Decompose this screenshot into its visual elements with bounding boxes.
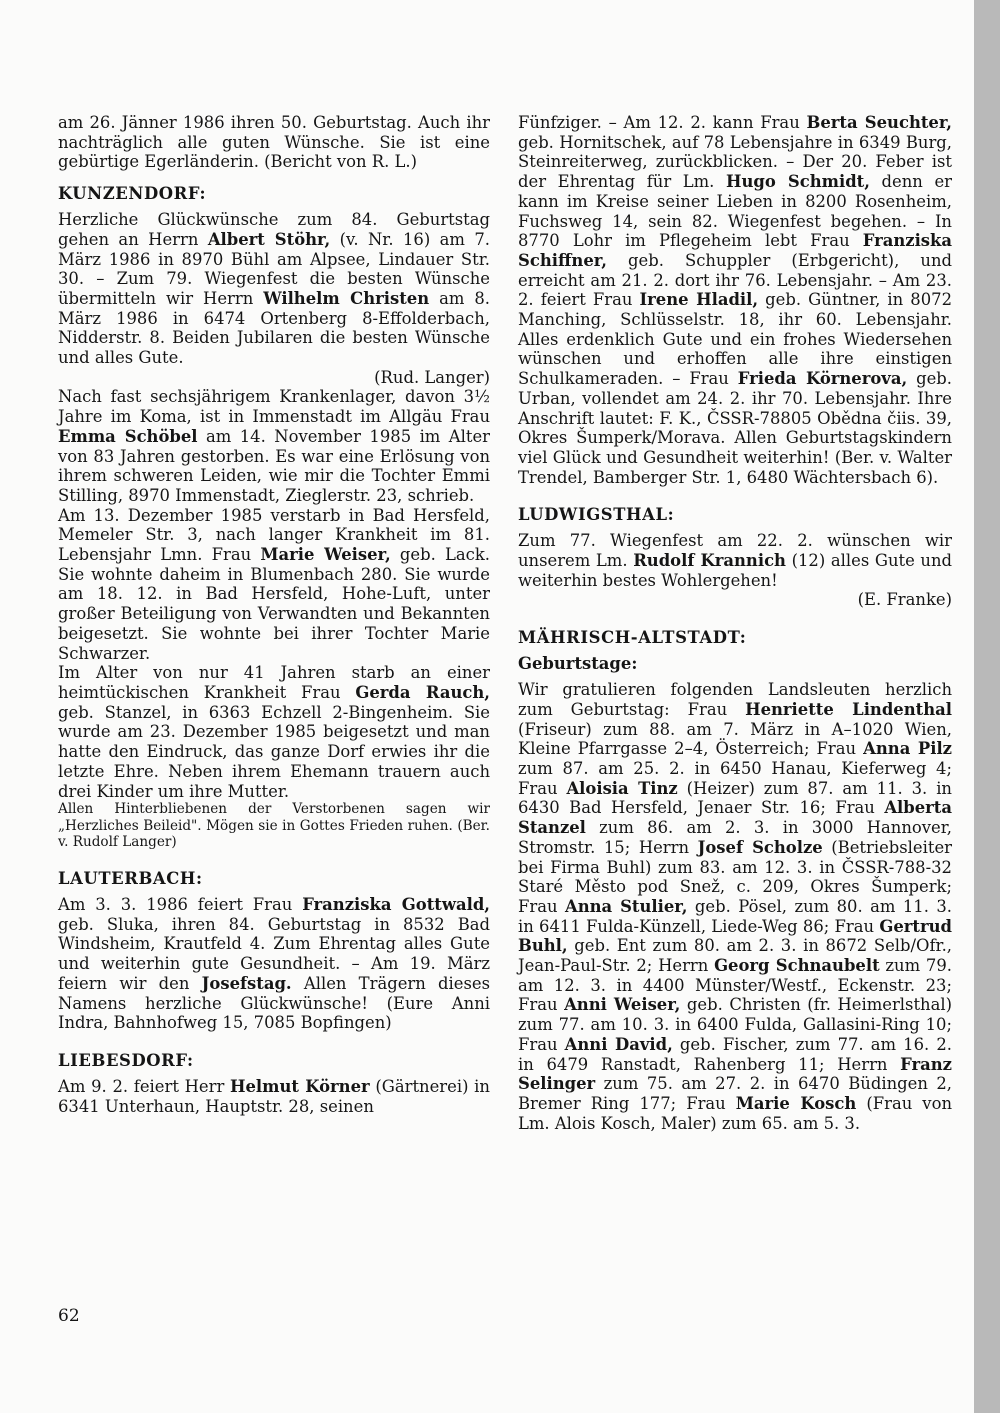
bold-name: Alberta Stanzel [518, 798, 952, 838]
bold-name: Anni David, [564, 1034, 673, 1054]
text-run: Allen Hinterbliebenen der Verstorbenen sagen wir „Herzliches Beileid". Mögen sie in Gottes Frieden ruhen. (Ber. v. Rudolf Langer) [58, 801, 490, 851]
bold-name: Frieda Körnerova, [737, 369, 908, 389]
bold-name: Rudolf Krannich [633, 551, 786, 571]
text-run: geb. Stanzel, in 6363 Echzell 2-Bingenheim. Sie wurde am 23. Dezember 1985 beigesetzt und man hatte den Eindruck, das ganze Dorf erwies ihr die letzte Ehre. Neben ihrem Ehemann trauern auch drei Kinder um ihre Mutter. [58, 702, 490, 801]
page-number: 62 [58, 1306, 80, 1326]
bold-name: Josef Scholze [697, 837, 823, 857]
bold-name: Henriette Lindenthal [745, 699, 952, 719]
text-run: Wir gratulieren folgenden Landsleuten herzlich zum Geburtstag: Frau [518, 680, 952, 719]
text-run: Im Alter von nur 41 Jahren starb an einer heimtückischen Krankheit Frau [58, 663, 490, 702]
text-run: Herzliche Glückwünsche zum 84. Geburtstag gehen an Herrn [58, 210, 490, 249]
left-column [58, 113, 490, 1116]
bold-name: Marie Weiser, [260, 545, 391, 565]
kunzendorf-paragraph-2 [58, 387, 490, 505]
bold-name: Anna Stulier, [564, 896, 688, 916]
heading-liebesdorf: LIEBESDORF: [58, 1050, 194, 1070]
text-run: geb. Pösel, zum 80. am 11. 3. in 6411 Fulda-Künzell, Liede-Weg 86; Frau [518, 896, 953, 936]
text-run: geb. Christen (fr. Heimerlsthal) zum 77. am 10. 3. in 6400 Fulda, Gallasini-Ring 10; Frau [518, 995, 953, 1054]
kunzendorf-signature: (Rud. Langer) [374, 367, 490, 387]
text-run: (Frau von Lm. Alois Kosch, Maler) zum 65. am 5. 3. [518, 1093, 952, 1133]
kunzendorf-paragraph-4 [58, 663, 490, 801]
text-run: zum 87. am 25. 2. in 6450 Hanau, Kieferweg 4; Frau [518, 758, 952, 798]
text-run: denn er kann im Kreise seiner Lieben in 8200 Rosenheim, Fuchsweg 14, sein 82. Wiegenfest begehen. – In 8770 Lohr im Pflegeheim lebt Frau [518, 172, 952, 251]
text-run: geb. Fischer, zum 77. am 16. 2. in 6479 Ranstadt, Rahenberg 11; Herrn [518, 1034, 952, 1074]
bold-name: Helmut Körner [230, 1076, 370, 1096]
text-run: am 8. März 1986 in 6474 Ortenberg 8-Effolderbach, Nidderstr. 8. Beiden Jubilaren die besten Wünsche und alles Gute. [58, 288, 490, 368]
text-run: geb. Ent zum 80. am 2. 3. in 8672 Selb/Ofr., Jean-Paul-Str. 2; Herrn [518, 936, 952, 976]
maehrisch-paragraph [518, 680, 952, 1133]
text-run: (Heizer) zum 87. am 11. 3. in 6430 Bad Hersfeld, Jenaer Str. 16; Frau [518, 778, 952, 818]
text-run: Am 9. 2. feiert Herr [58, 1076, 231, 1096]
text-run: zum 86. am 2. 3. in 3000 Hannover, Stromstr. 15; Herrn [518, 818, 952, 857]
bold-name: Franziska Schiffner, [518, 231, 952, 270]
text-run: geb. Urban, vollendet am 24. 2. ihr 70. Lebensjahr. Ihre Anschrift lautet: F. K., ČSSR-78805 Obědna čiis. 39, Okres Šumperk/Morava. Allen Geburtstagskindern viel Glück und Gesundheit weiterhin! (Ber. v. Walter Trendel, Bamberger Str. 1, 6480 Wächtersbach 6). [518, 369, 952, 487]
text-run: Fünfziger. – Am 12. 2. kann Frau [518, 113, 807, 132]
bold-name: Marie Kosch [735, 1093, 857, 1113]
lauterbach-paragraph [58, 895, 490, 1033]
text-run: (12) alles Gute und weiterhin bestes Wohlergehen! [518, 551, 953, 590]
right-column [518, 113, 952, 1133]
text-run: geb. Hornitschek, auf 78 Lebensjahre in 6349 Burg, Steinreiterweg, zurückblicken. – Der 20. Feber ist der Ehrentag für Lm. [518, 132, 952, 192]
text-run: Zum 77. Wiegenfest am 22. 2. wünschen wir unserem Lm. [518, 531, 952, 571]
text-run: geb. Schuppler (Erbgericht), und erreicht am 21. 2. dort ihr 76. Lebensjahr. – Am 23. 2. feiert Frau [518, 250, 952, 310]
kunzendorf-paragraph-1 [58, 210, 490, 368]
ludwigsthal-signature: (E. Franke) [857, 590, 952, 610]
heading-kunzendorf: KUNZENDORF: [58, 184, 207, 204]
text-run: geb. Lack. Sie wohnte daheim in Blumenbach 280. Sie wurde am 18. 12. in Bad Hersfeld, Hohe-Luft, unter großer Beteiligung von Verwandten und Bekannten beigesetzt. Sie wohnte bei ihrer Tochter Marie Schwarzer. [58, 545, 490, 663]
subheading-geburtstage: Geburtstage: [518, 654, 638, 674]
bold-name: Georg Schnaubelt [714, 956, 880, 976]
ludwigsthal-paragraph [518, 531, 952, 590]
kunzendorf-paragraph-5 [58, 801, 490, 851]
text-run: geb. Güntner, in 8072 Manching, Schlüsselstr. 18, ihr 60. Lebensjahr. Alles erdenklich Gute und ein frohes Wiedersehen wünschen und erhoffen alle ihre einstigen Schulkameraden. – Frau [518, 290, 952, 389]
bold-name: Gerda Rauch, [355, 682, 490, 702]
scan-edge [974, 0, 1000, 1413]
bold-name: Emma Schöbel [58, 426, 198, 446]
text-run: zum 79. am 12. 3. in 4400 Münster/Westf., Eckenstr. 23; Frau [518, 956, 952, 1015]
text-run: am 14. November 1985 im Alter von 83 Jahren gestorben. Es war eine Erlösung von ihrem schweren Leiden, wie mir die Tochter Emmi Stilling, 8970 Immenstadt, Zieglerstr. 23, schrieb. [58, 426, 490, 505]
bold-name: Albert Stöhr, [207, 229, 331, 249]
heading-ludwigsthal: LUDWIGSTHAL: [518, 505, 675, 525]
text-run: Am 3. 3. 1986 feiert Frau [58, 894, 303, 914]
heading-maehrisch-altstadt: MÄHRISCH-ALTSTADT: [518, 628, 747, 648]
bold-name: Aloisia Tinz [566, 778, 678, 798]
kunzendorf-paragraph-3 [58, 506, 490, 664]
heading-lauterbach: LAUTERBACH: [58, 868, 203, 888]
bold-name: Berta Seuchter, [806, 113, 953, 132]
bold-name: Anni Weiser, [564, 995, 681, 1015]
bold-name: Anna Pilz [863, 739, 952, 759]
bold-name: Irene Hladil, [639, 290, 759, 310]
text-run: geb. Sluka, ihren 84. Geburtstag in 8532 Bad Windsheim, Krautfeld 4. Zum Ehrentag alles Gute und weiterhin gute Gesundheit. – Am 19. März feiern wir den [58, 914, 490, 993]
intro-paragraph [58, 113, 490, 172]
bold-name: Josefstag. [201, 973, 292, 993]
liebesdorf-paragraph [58, 1077, 490, 1116]
bold-name: Franziska Gottwald, [302, 894, 490, 914]
text-run: Nach fast sechsjährigem Krankenlager, davon 3½ Jahre im Koma, ist in Immenstadt im Allgäu Frau [58, 387, 490, 427]
text-run: zum 75. am 27. 2. in 6470 Büdingen 2, Bremer Ring 177; Frau [518, 1074, 952, 1113]
text-run: (Friseur) zum 88. am 7. März in A–1020 Wien, Kleine Pfarrgasse 2–4, Österreich; Frau [518, 719, 952, 759]
text-run: (v. Nr. 16) am 7. März 1986 in 8970 Bühl am Alpsee, Lindauer Str. 30. – Zum 79. Wiegenfest die besten Wünsche übermitteln wir Herrn [58, 229, 491, 308]
bold-name: Franz Selinger [518, 1054, 952, 1094]
bold-name: Gertrud Buhl, [518, 916, 952, 956]
text-run: (Betriebsleiter bei Firma Buhl) zum 83. am 12. 3. in ČSSR-788-32 Staré Město pod Snež, c. 209, Okres Šumperk; Frau [518, 837, 952, 916]
bold-name: Wilhelm Christen [263, 288, 430, 308]
liebesdorf-continuation [518, 113, 952, 487]
text-run: am 26. Jänner 1986 ihren 50. Geburtstag. Auch ihr nachträglich alle guten Wünsche. Sie ist eine gebürtige Egerländerin. (Bericht von R. L.) [58, 113, 490, 172]
text-run: (Gärtnerei) in 6341 Unterhaun, Hauptstr. 28, seinen [58, 1076, 490, 1116]
bold-name: Hugo Schmidt, [726, 172, 870, 192]
text-run: Am 13. Dezember 1985 verstarb in Bad Hersfeld, Memeler Str. 3, nach langer Krankheit im 81. Lebensjahr Lmn. Frau [58, 505, 490, 565]
text-run: Allen Trägern dieses Namens herzliche Glückwünsche! (Eure Anni Indra, Bahnhofweg 15, 7085 Bopfingen) [58, 973, 490, 1033]
